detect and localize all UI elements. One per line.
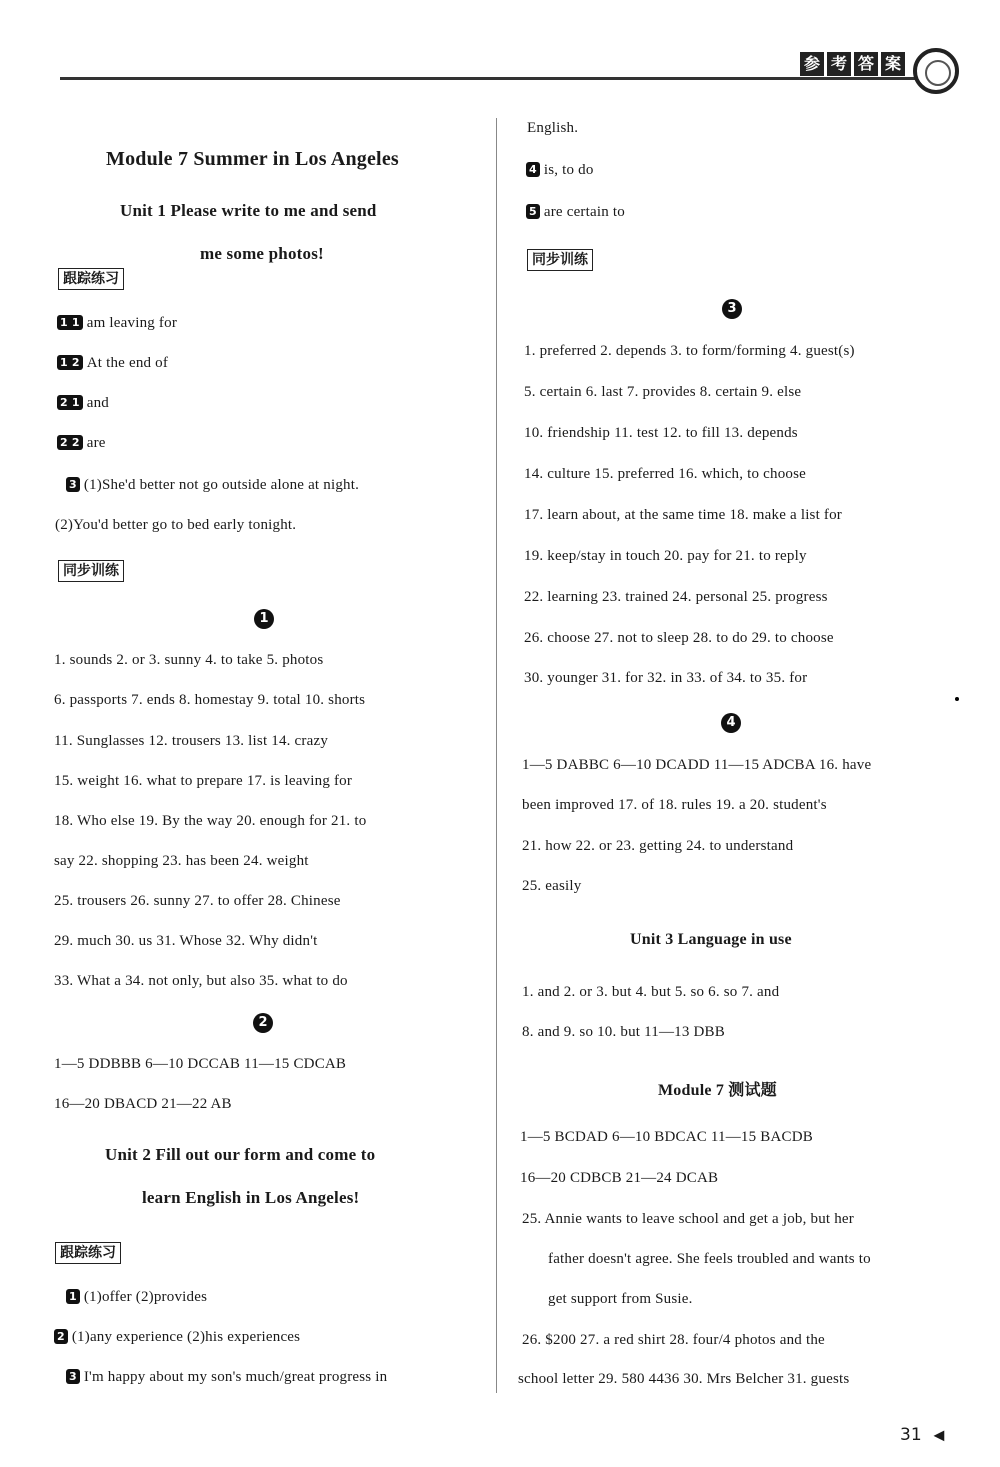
answer-line: 16—20 CDBCB 21—24 DCAB — [520, 1170, 719, 1186]
answer-line: (2)You'd better go to bed early tonight. — [55, 517, 297, 533]
answer-line: 21. how 22. or 23. getting 24. to understand — [522, 838, 794, 854]
question-tag: 3 — [66, 477, 80, 492]
answer-line: father doesn't agree. She feels troubled and wants to — [548, 1251, 871, 1267]
answer-line: 25. easily — [522, 878, 582, 894]
answer-text: and — [86, 395, 110, 411]
module-title: Module 7 Summer in Los Angeles — [106, 148, 399, 170]
question-tag: 1 1 — [57, 315, 83, 330]
header-rule — [60, 77, 920, 80]
unit2-title-line1: Unit 2 Fill out our form and come to — [105, 1145, 376, 1164]
answer-text: (1)any experience (2)his experiences — [71, 1329, 301, 1345]
answer-line — [57, 395, 109, 412]
stray-dot — [955, 697, 959, 701]
unit1-title-line2: me some photos! — [200, 244, 324, 263]
header-emblem-icon — [913, 48, 959, 94]
section-box-sync: 同步训练 — [58, 560, 124, 582]
answer-line — [66, 477, 359, 494]
answer-text: is, to do — [543, 162, 594, 178]
answer-line: 1—5 DDBBB 6—10 DCCAB 11—15 CDCAB — [54, 1056, 347, 1072]
answer-line: school letter 29. 580 4436 30. Mrs Belcher 31. guests — [518, 1371, 850, 1387]
question-tag: 1 — [66, 1289, 80, 1304]
answer-line: 30. younger 31. for 32. in 33. of 34. to 35. for — [524, 670, 808, 686]
header-char: 考 — [827, 52, 851, 76]
answer-line — [57, 435, 106, 452]
answer-line: 6. passports 7. ends 8. homestay 9. total 10. shorts — [54, 692, 366, 708]
section-box-tracking: 跟踪练习 — [55, 1242, 121, 1264]
answer-line: 18. Who else 19. By the way 20. enough for 21. to — [54, 813, 367, 829]
part-number-badge: 1 — [254, 609, 274, 629]
answer-line: 33. What a 34. not only, but also 35. what to do — [54, 973, 348, 989]
answer-line: 22. learning 23. trained 24. personal 25. progress — [524, 589, 828, 605]
answer-line: 29. much 30. us 31. Whose 32. Why didn't — [54, 933, 318, 949]
question-tag: 5 — [526, 204, 540, 219]
answer-line: 5. certain 6. last 7. provides 8. certain 9. else — [524, 384, 802, 400]
unit2-title-line2: learn English in Los Angeles! — [142, 1188, 360, 1207]
answer-line: 25. trousers 26. sunny 27. to offer 28. Chinese — [54, 893, 341, 909]
answer-line: 16—20 DBACD 21—22 AB — [54, 1096, 232, 1112]
page-number: 31 — [900, 1425, 922, 1445]
answer-text: are certain to — [543, 204, 625, 220]
answer-line: 15. weight 16. what to prepare 17. is leaving for — [54, 773, 353, 789]
answer-line: English. — [527, 120, 579, 136]
unit1-title-line1: Unit 1 Please write to me and send — [120, 201, 377, 220]
answer-line: 1. preferred 2. depends 3. to form/forming 4. guest(s) — [524, 343, 855, 359]
answer-line: 8. and 9. so 10. but 11—13 DBB — [522, 1024, 725, 1040]
section-box-tracking: 跟踪练习 — [58, 268, 124, 290]
answer-text: am leaving for — [86, 315, 178, 331]
answer-line — [54, 1329, 300, 1346]
question-tag: 4 — [526, 162, 540, 177]
question-tag: 2 — [54, 1329, 68, 1344]
answer-line: been improved 17. of 18. rules 19. a 20. student's — [522, 797, 827, 813]
header-char: 案 — [881, 52, 905, 76]
answer-line — [57, 355, 168, 372]
answer-text: are — [86, 435, 106, 451]
module-test-title: Module 7 测试题 — [658, 1082, 777, 1099]
answer-line: 10. friendship 11. test 12. to fill 13. depends — [524, 425, 798, 441]
part-number-badge: 4 — [721, 713, 741, 733]
answer-line — [66, 1289, 207, 1306]
answer-line — [526, 204, 625, 221]
header-char: 参 — [800, 52, 824, 76]
header-char: 答 — [854, 52, 878, 76]
answer-line: 11. Sunglasses 12. trousers 13. list 14. crazy — [54, 733, 329, 749]
answer-line — [526, 162, 594, 179]
question-tag: 1 2 — [57, 355, 83, 370]
answer-line: 14. culture 15. preferred 16. which, to choose — [524, 466, 807, 482]
page-arrow-icon: ◄ — [930, 1425, 948, 1445]
answer-line: 26. $200 27. a red shirt 28. four/4 photos and the — [522, 1332, 825, 1348]
answer-line: 17. learn about, at the same time 18. make a list for — [524, 507, 843, 523]
part-number-badge: 2 — [253, 1013, 273, 1033]
question-tag: 2 2 — [57, 435, 83, 450]
question-tag: 2 1 — [57, 395, 83, 410]
answer-line: 1. and 2. or 3. but 4. but 5. so 6. so 7. and — [522, 984, 780, 1000]
answer-line: 19. keep/stay in touch 20. pay for 21. to reply — [524, 548, 807, 564]
part-number-badge: 3 — [722, 299, 742, 319]
answer-line: 1—5 DABBC 6—10 DCADD 11—15 ADCBA 16. have — [522, 757, 872, 773]
answer-line — [66, 1369, 387, 1386]
answer-line: say 22. shopping 23. has been 24. weight — [54, 853, 309, 869]
answer-line: 1. sounds 2. or 3. sunny 4. to take 5. photos — [54, 652, 324, 668]
answer-line — [57, 315, 177, 332]
answer-line: 25. Annie wants to leave school and get a job, but her — [522, 1211, 854, 1227]
answer-text: I'm happy about my son's much/great progress in — [83, 1369, 388, 1385]
answer-line: 1—5 BCDAD 6—10 BDCAC 11—15 BACDB — [520, 1129, 813, 1145]
question-tag: 3 — [66, 1369, 80, 1384]
answer-text: (1)She'd better not go outside alone at night. — [83, 477, 360, 493]
answer-key-label — [800, 52, 905, 76]
answer-text: At the end of — [86, 355, 169, 371]
unit3-title: Unit 3 Language in use — [630, 931, 792, 948]
answer-line: 26. choose 27. not to sleep 28. to do 29. to choose — [524, 630, 834, 646]
answer-line: get support from Susie. — [548, 1291, 693, 1307]
answer-text: (1)offer (2)provides — [83, 1289, 208, 1305]
section-box-sync: 同步训练 — [527, 249, 593, 271]
column-divider — [496, 118, 497, 1393]
